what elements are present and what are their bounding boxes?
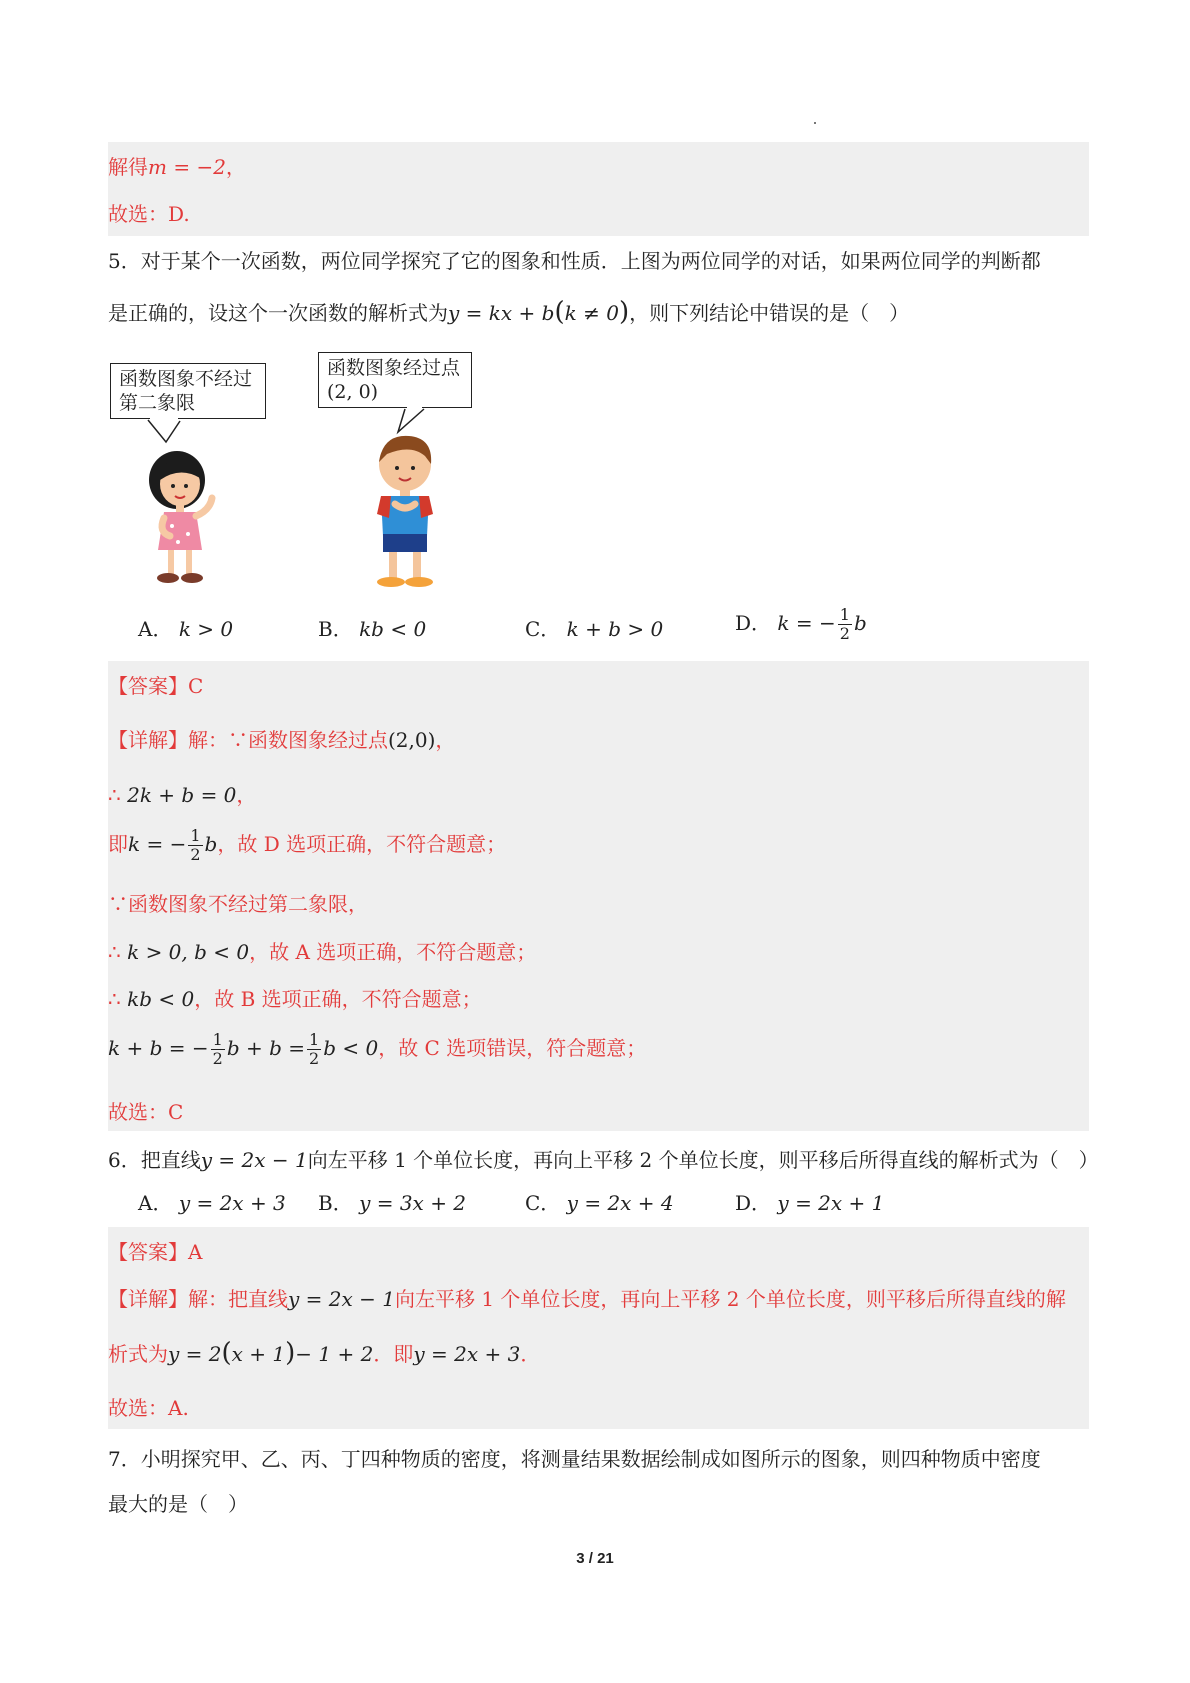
boy-speech-bubble: 函数图象经过点 (2, 0)	[318, 352, 472, 408]
q5-detail-line3: 即k = − $\frac{1}{2}$ b，故 D 选项正确，不符合题意；	[108, 826, 507, 864]
prev-answer-line1: 解得m = −2，	[108, 155, 246, 179]
q5-detail-line5: ∴ k > 0, b < 0，故 A 选项正确，不符合题意；	[108, 940, 537, 964]
q5-stem-line1: 5．对于某个一次函数，两位同学探究了它的图象和性质．上图为两位同学的对话，如果两位同学的判断都	[108, 249, 1041, 273]
q5-option-d-fraction: $\frac{1}{2}$	[839, 605, 850, 643]
q6-detail-line2: 析式为y = 2(x + 1)− 1 + 2．即y = 2x + 3．	[108, 1338, 541, 1368]
girl-illustration	[130, 440, 230, 585]
boy-illustration	[355, 428, 450, 590]
q5-detail-line6: ∴ kb < 0，故 B 选项正确，不符合题意；	[108, 987, 482, 1011]
prev-answer-line2: 故选：D.	[108, 202, 190, 226]
q7-stem-line2: 最大的是（ ）	[108, 1492, 248, 1516]
q5-option-c[interactable]: C． k + b > 0	[525, 617, 664, 641]
page-number: 3 / 21	[576, 1550, 614, 1567]
q5-detail-line4: ∵函数图象不经过第二象限，	[108, 892, 368, 916]
q6-answer-box	[108, 1227, 1089, 1429]
q5-option-d[interactable]: D． k = − $\frac{1}{2}$ b	[735, 605, 867, 643]
q5-detail-line7-fraction1: $\frac{1}{2}$	[212, 1030, 223, 1068]
q5-stem-line2: 是正确的，设这个一次函数的解析式为y = kx + b(k ≠ 0)，则下列结论中错误的是（ ）	[108, 297, 910, 327]
q7-stem-line1: 7．小明探究甲、乙、丙、丁四种物质的密度，将测量结果数据绘制成如图所示的图象，则四种物质中密度	[108, 1447, 1041, 1471]
prev-answer-eq: m = −2	[148, 155, 226, 179]
q5-detail-line8: 故选：C	[108, 1100, 184, 1124]
girl-speech-bubble: 函数图象不经过 第二象限	[110, 363, 266, 419]
q6-option-a[interactable]: A． y = 2x + 3	[138, 1191, 286, 1215]
q6-option-c[interactable]: C． y = 2x + 4	[525, 1191, 674, 1215]
q5-detail-line7-fraction2: $\frac{1}{2}$	[309, 1030, 320, 1068]
q5-detail-line2: ∴ 2k + b = 0，	[108, 783, 257, 807]
q5-detail-line7: k + b = − $\frac{1}{2}$ b + b = $\frac{1}{2}$ b < 0，故 C 选项错误，符合题意；	[108, 1030, 647, 1068]
q5-option-b[interactable]: B． kb < 0	[318, 617, 427, 641]
q6-answer: 【答案】A	[108, 1240, 203, 1264]
q6-stem: 6．把直线y = 2x − 1向左平移 1 个单位长度，再向上平移 2 个单位长度，则平移后所得直线的解析式为（ ）	[108, 1148, 1099, 1172]
q6-detail-line3: 故选：A.	[108, 1396, 189, 1420]
q5-option-a[interactable]: A． k > 0	[138, 617, 234, 641]
q5-detail-line1: 【详解】解：∵函数图象经过点(2,0)，	[108, 728, 456, 752]
q6-option-d[interactable]: D． y = 2x + 1	[735, 1191, 885, 1215]
q5-detail-line3-fraction: $\frac{1}{2}$	[190, 826, 201, 864]
q5-answer: 【答案】C	[108, 674, 204, 698]
q6-option-b[interactable]: B． y = 3x + 2	[318, 1191, 467, 1215]
q6-detail-line1: 【详解】解：把直线y = 2x − 1向左平移 1 个单位长度，再向上平移 2 个单位长度，则平移后所得直线的解	[108, 1287, 1066, 1311]
